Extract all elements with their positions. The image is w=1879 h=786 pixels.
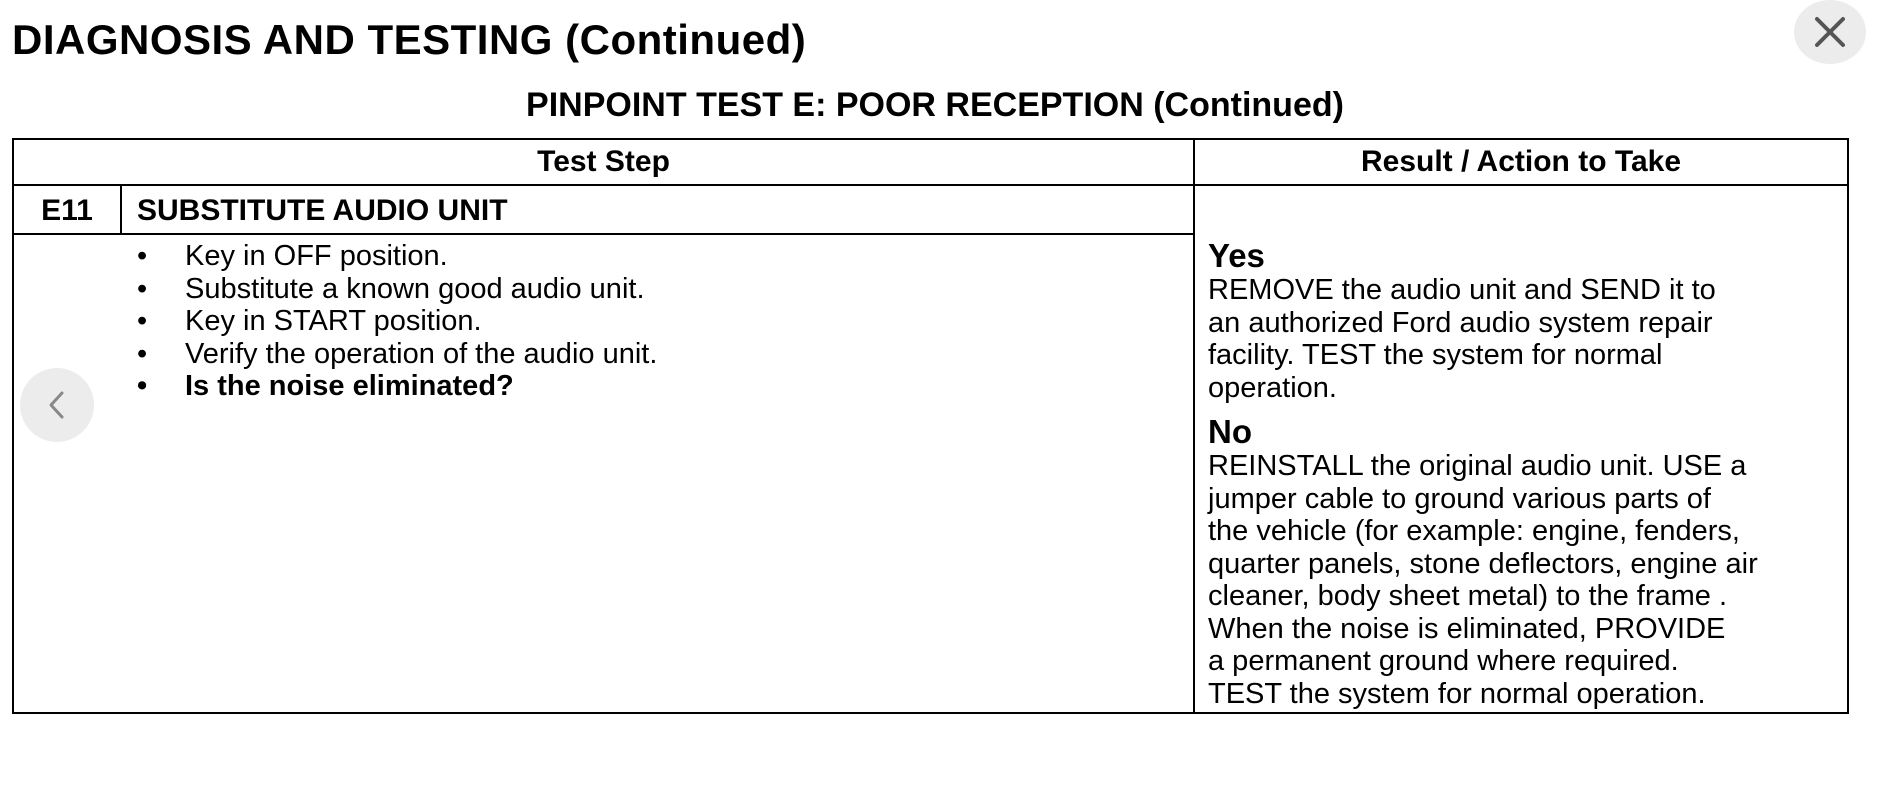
header-divider [12, 184, 1849, 186]
list-item: • Substitute a known good audio unit. [135, 273, 657, 306]
result-no-line: cleaner, body sheet metal) to the frame . [1208, 580, 1728, 612]
result-yes-line: REMOVE the audio unit and SEND it to [1208, 274, 1716, 306]
result-yes [1208, 238, 1848, 404]
result-yes-line: facility. TEST the system for normal [1208, 339, 1663, 371]
result-no-line: TEST the system for normal operation. [1208, 677, 1706, 710]
step-row-divider [12, 233, 1195, 235]
result-no-line: When the noise is eliminated, PROVIDE [1208, 612, 1726, 645]
result-yes-line: operation. [1208, 371, 1337, 404]
result-yes-label: Yes [1208, 237, 1265, 274]
step-name: SUBSTITUTE AUDIO UNIT [137, 194, 508, 227]
result-no-label: No [1208, 413, 1252, 450]
previous-button[interactable] [20, 368, 94, 442]
step-instructions [135, 240, 657, 403]
result-no-line: jumper cable to ground various parts of [1208, 482, 1711, 515]
header-test-step: Test Step [537, 145, 670, 178]
document-title: DIAGNOSIS AND TESTING (Continued) [12, 16, 807, 63]
step-id-divider [120, 185, 122, 234]
chevron-left-icon [44, 389, 70, 421]
close-button[interactable] [1794, 0, 1866, 64]
list-item: • Key in OFF position. [135, 240, 657, 273]
result-no-line: the vehicle (for example: engine, fenders, [1208, 515, 1740, 547]
result-no-line: quarter panels, stone deflectors, engine air [1208, 547, 1758, 580]
close-icon [1813, 15, 1847, 49]
step-question: • Is the noise eliminated? [135, 370, 657, 403]
column-divider [1193, 138, 1195, 714]
result-yes-line: an authorized Ford audio system repair [1208, 306, 1713, 339]
list-item: • Key in START position. [135, 305, 657, 338]
result-no-line: REINSTALL the original audio unit. USE a [1208, 450, 1747, 482]
result-no [1208, 414, 1848, 710]
pinpoint-test-title: PINPOINT TEST E: POOR RECEPTION (Continued) [526, 86, 1344, 124]
result-no-line: a permanent ground where required. [1208, 645, 1679, 677]
header-result-action: Result / Action to Take [1360, 145, 1682, 178]
list-item: • Verify the operation of the audio unit. [135, 338, 657, 371]
step-id: E11 [41, 194, 93, 227]
